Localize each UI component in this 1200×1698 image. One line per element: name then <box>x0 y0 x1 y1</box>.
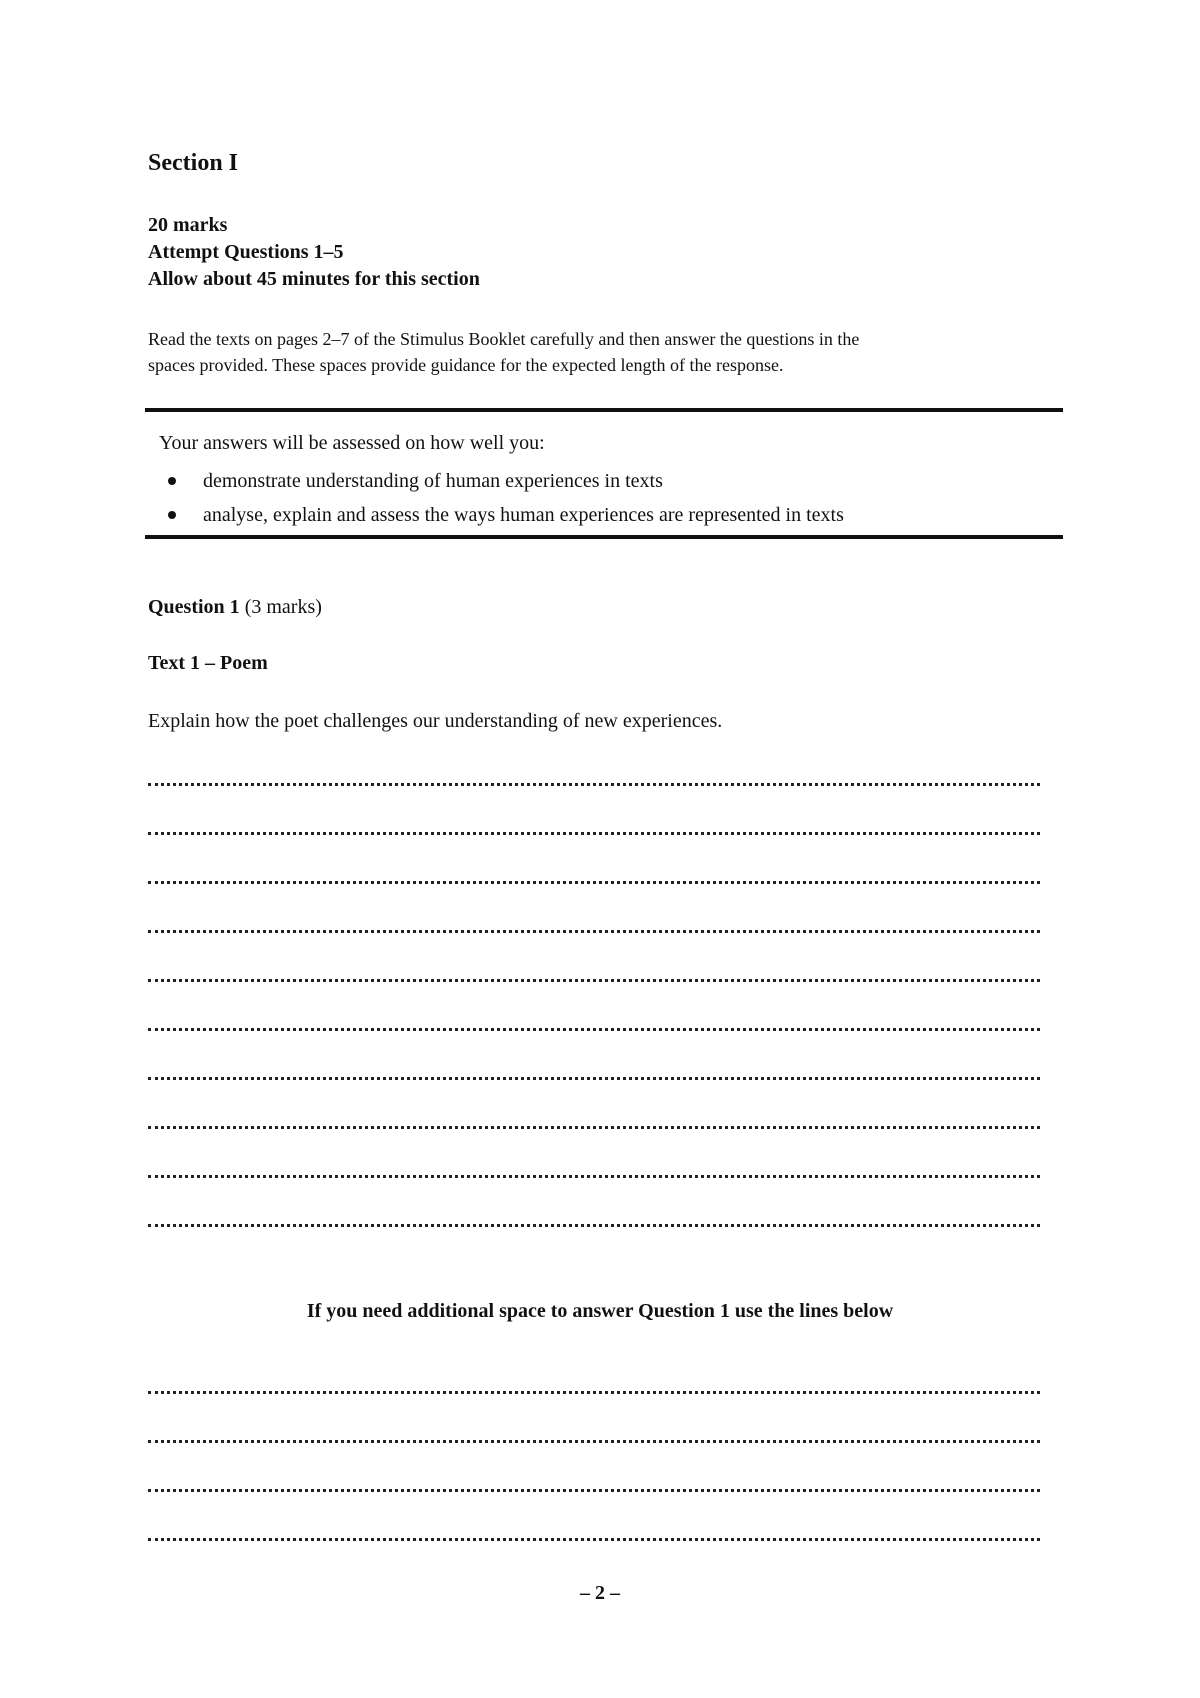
answer-line[interactable] <box>148 786 1040 835</box>
answer-line[interactable] <box>148 1443 1040 1492</box>
answer-line[interactable] <box>148 982 1040 1031</box>
page-number: – 2 – <box>580 1582 620 1604</box>
additional-answer-lines[interactable] <box>148 1374 1040 1541</box>
assessment-criteria-list <box>145 464 844 532</box>
answer-line[interactable] <box>148 884 1040 933</box>
bullet-icon <box>168 511 176 519</box>
question-label: Question 1 <box>148 596 240 618</box>
instructions <box>148 326 1078 378</box>
criteria-item <box>145 498 844 532</box>
instructions-line-1: Read the texts on pages 2–7 of the Stimulus Booklet carefully and then answer the questions in the <box>148 329 860 349</box>
question-prompt: Explain how the poet challenges our understanding of new experiences. <box>148 710 723 732</box>
section-title: Section I <box>148 150 238 176</box>
criteria-text: demonstrate understanding of human experiences in texts <box>203 470 663 492</box>
answer-lines[interactable] <box>148 766 1040 1227</box>
additional-space-note: If you need additional space to answer Question 1 use the lines below <box>306 1300 894 1322</box>
criteria-text: analyse, explain and assess the ways human experiences are represented in texts <box>203 504 844 526</box>
question-text-label: Text 1 – Poem <box>148 652 268 674</box>
answer-line[interactable] <box>148 1492 1040 1541</box>
answer-line[interactable] <box>148 766 1040 786</box>
criteria-item <box>145 464 844 498</box>
section-marks: 20 marks <box>148 214 228 236</box>
answer-line[interactable] <box>148 835 1040 884</box>
answer-line[interactable] <box>148 1178 1040 1227</box>
bullet-icon <box>168 477 176 485</box>
answer-line[interactable] <box>148 1129 1040 1178</box>
question-marks: (3 marks) <box>244 596 322 618</box>
answer-line[interactable] <box>148 1374 1040 1394</box>
assessment-criteria-box <box>145 408 1063 539</box>
answer-line[interactable] <box>148 1031 1040 1080</box>
answer-line[interactable] <box>148 1080 1040 1129</box>
answer-line[interactable] <box>148 1394 1040 1443</box>
section-attempt: Attempt Questions 1–5 <box>148 241 344 263</box>
section-time-allowance: Allow about 45 minutes for this section <box>148 268 480 290</box>
assessment-intro: Your answers will be assessed on how well you: <box>159 432 545 454</box>
answer-line[interactable] <box>148 933 1040 982</box>
question-heading <box>148 596 322 619</box>
instructions-line-2: spaces provided. These spaces provide guidance for the expected length of the response. <box>148 355 784 375</box>
